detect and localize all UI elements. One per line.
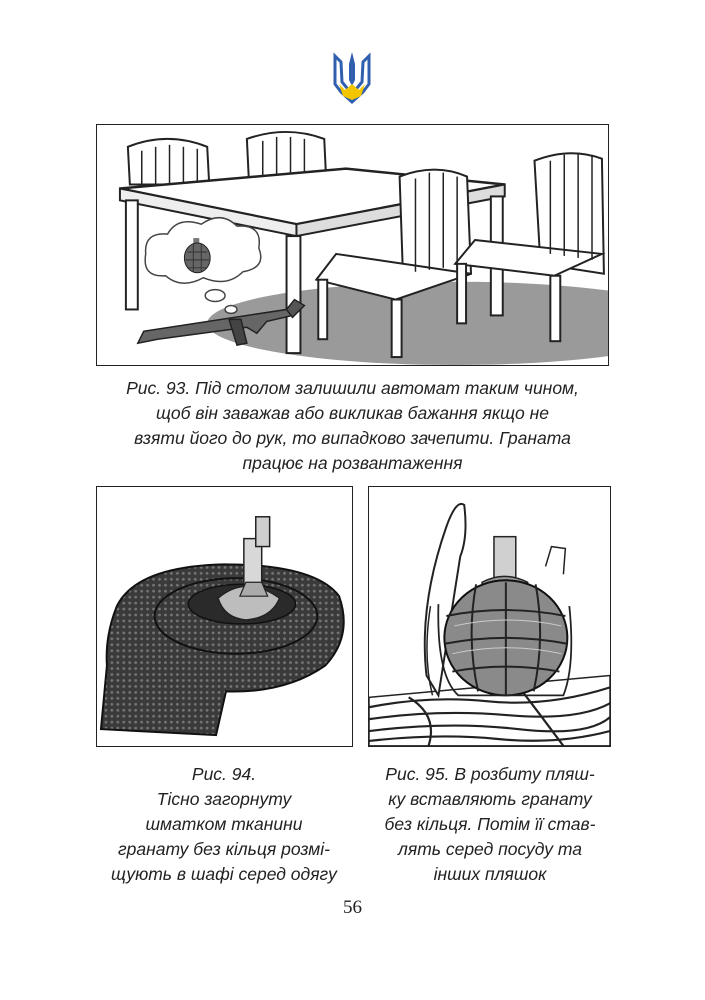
trident-icon bbox=[331, 50, 373, 104]
caption-line: лять серед посуду та bbox=[397, 839, 582, 859]
caption-line: працює на розвантаження bbox=[242, 453, 463, 473]
figure-93-caption bbox=[90, 376, 615, 476]
caption-line: Рис. 93. Під столом залишили автомат таким чином, bbox=[126, 378, 579, 398]
caption-line: щують в шафі серед одягу bbox=[111, 864, 337, 884]
caption-line: взяти його до рук, то випадково зачепити. Граната bbox=[134, 428, 571, 448]
page-number: 56 bbox=[343, 897, 362, 918]
grenade-broken-bottle-icon bbox=[369, 487, 610, 746]
caption-line: щоб він заважав або викликав бажання якщо не bbox=[156, 403, 549, 423]
caption-line: гранату без кільця розмі- bbox=[118, 839, 330, 859]
figure-95-illustration bbox=[368, 486, 611, 747]
figure-95-caption bbox=[362, 762, 618, 887]
table-chairs-grenade-rifle-icon bbox=[97, 125, 608, 365]
caption-line: ку вставляють гранату bbox=[388, 789, 592, 809]
caption-line: Рис. 95. В розбиту пляш- bbox=[385, 764, 595, 784]
figure-93-illustration bbox=[96, 124, 609, 366]
figure-94-illustration bbox=[96, 486, 353, 747]
caption-line: Рис. 94. bbox=[191, 764, 257, 784]
grenade-wrapped-cloth-icon bbox=[97, 487, 352, 746]
caption-line: без кільця. Потім її став- bbox=[384, 814, 596, 834]
caption-line: інших пляшок bbox=[433, 864, 547, 884]
figure-94-caption bbox=[88, 762, 360, 887]
caption-line: шматком тканини bbox=[145, 814, 303, 834]
caption-line: Тісно загорнуту bbox=[156, 789, 292, 809]
